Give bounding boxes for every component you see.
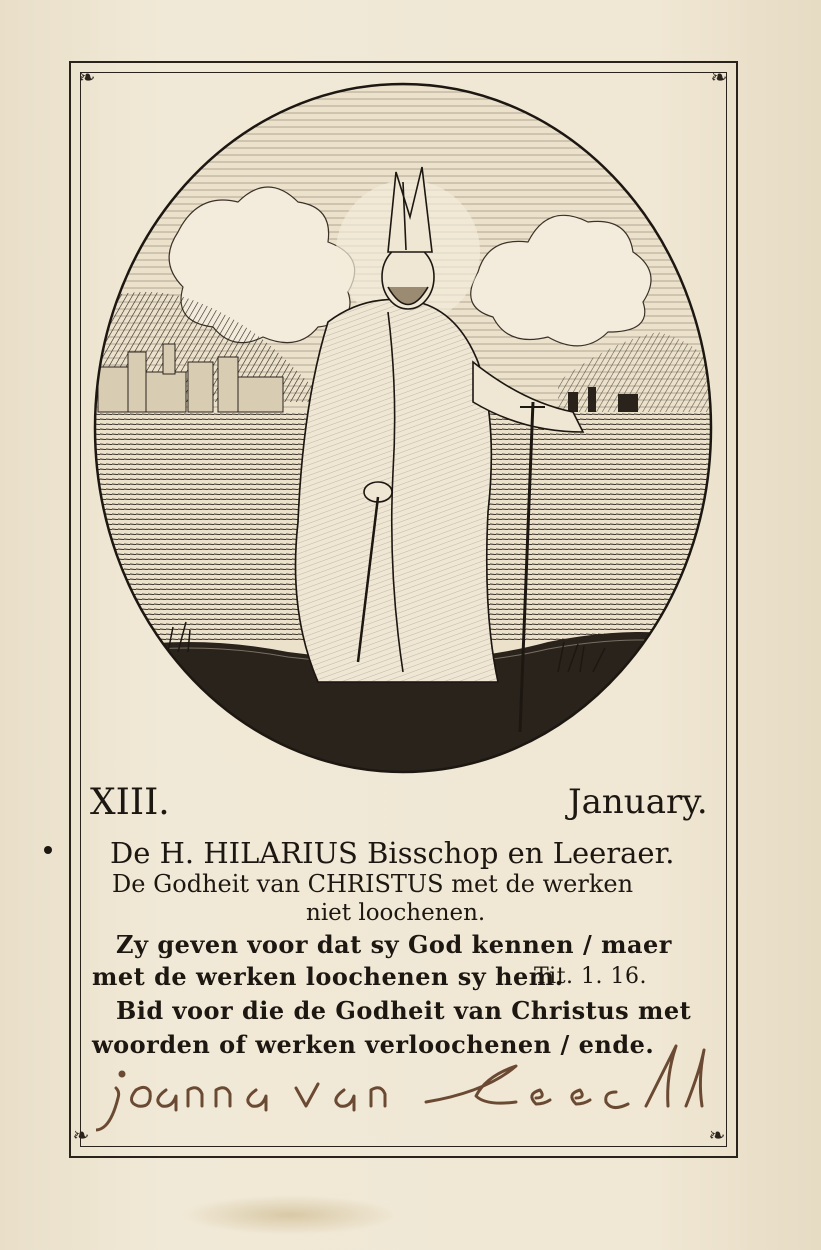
saint-engraving-medallion: [88, 82, 718, 782]
ornament-corner-icon: ❧: [710, 65, 728, 89]
paper-stain: [180, 1195, 400, 1235]
saint-heading: De H. HILARIUS Bisschop en Leeraer.: [110, 836, 675, 870]
verse-line-1: Zy geven voor dat sy God kennen / maer: [116, 930, 672, 959]
day-number: XIII.: [90, 782, 170, 823]
theme-line-2: niet loochenen.: [306, 900, 486, 926]
verse-reference: Tit. 1. 16.: [534, 964, 648, 989]
prayer-line-2: woorden of werken verloochenen / ende.: [92, 1030, 655, 1059]
ornament-corner-icon: ❧: [72, 1123, 90, 1147]
ornament-corner-icon: ❧: [708, 1123, 726, 1147]
ink-dot: [44, 846, 52, 854]
verse-line-2: met de werken loochenen sy hem.: [92, 962, 564, 991]
month-label: January.: [568, 782, 708, 822]
prayer-line-1: Bid voor die de Godheit van Christus met: [116, 996, 692, 1025]
ornament-corner-icon: ❧: [78, 65, 96, 89]
theme-line-1: De Godheit van CHRISTUS met de werken: [112, 870, 634, 898]
handwritten-signature: [96, 1040, 716, 1140]
